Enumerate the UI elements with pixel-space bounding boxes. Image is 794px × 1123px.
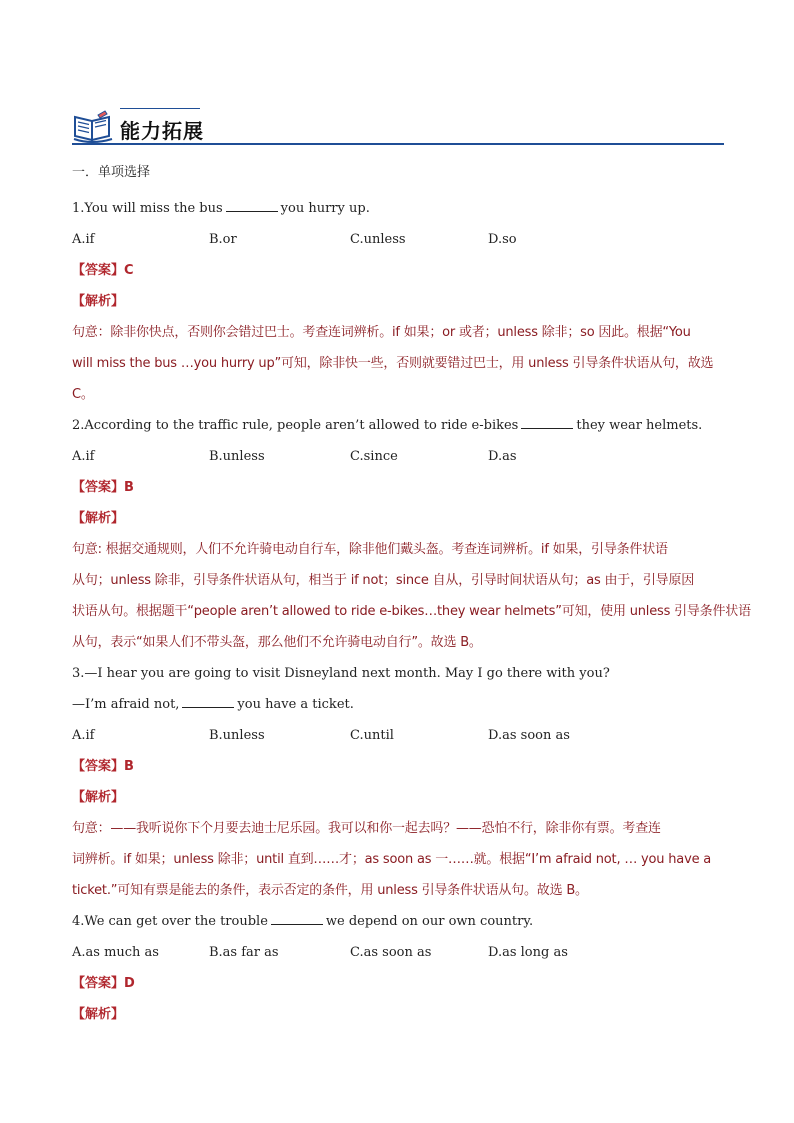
stem-text: they wear helmets. [576,418,703,433]
option-a: A.if [72,232,95,247]
stem-text: 2.According to the traffic rule, people aren’t allowed to ride e-bikes [72,418,519,433]
question-4 [72,906,724,1030]
stem-text: you hurry up. [280,201,370,216]
option-b: B.or [209,232,237,247]
header-title: 能力拓展 [120,119,204,143]
explanation-line: 从句；unless 除非，引导条件状语从句，相当于 if not；since 自从，引导时间状语从句；as 由于，引导原因 [72,573,695,588]
answer-blank [226,199,278,212]
option-c: C.until [350,728,394,743]
options-row [72,720,724,751]
answer-blank [521,416,573,429]
stem-text: 1.You will miss the bus [72,201,223,216]
analysis-label: 【解析】 [72,790,125,805]
option-b: B.unless [209,728,265,743]
option-a: A.as much as [72,945,159,960]
question-stem [72,689,724,720]
stem-text: 4.We can get over the trouble [72,914,268,929]
analysis-label: 【解析】 [72,1007,125,1022]
explanation-line: 句意：——我听说你下个月要去迪士尼乐园。我可以和你一起去吗？——恐怕不行，除非你有票。考查连 [72,821,661,836]
option-d: D.as long as [488,945,568,960]
question-3 [72,658,724,906]
question-stem [72,193,724,224]
option-c: C.since [350,449,398,464]
header-top-rule [120,108,200,109]
option-d: D.as [488,449,517,464]
question-2 [72,410,751,658]
question-stem: 3.—I hear you are going to visit Disneyland next month. May I go there with you? [72,666,610,681]
stem-text: —I’m afraid not, [72,697,180,712]
question-1 [72,193,724,410]
section-header [72,105,724,147]
answer-label: 【答案】C [72,263,134,278]
option-c: C.as soon as [350,945,432,960]
options-row [72,441,724,472]
option-a: A.if [72,449,95,464]
header-rule [72,143,724,145]
explanation-line: ticket.”可知有票是能去的条件，表示否定的条件，用 unless 引导条件状语从句。故选 B。 [72,883,588,898]
options-row [72,224,724,255]
book-icon [72,109,114,143]
option-c: C.unless [350,232,406,247]
stem-text: you have a ticket. [237,697,354,712]
explanation-line: 句意: 根据交通规则，人们不允许骑电动自行车，除非他们戴头盔。考查连词辨析。if 如果，引导条件状语 [72,542,668,557]
explanation-line: will miss the bus …you hurry up”可知，除非快一些，否则就要错过巴士，用 unless 引导条件状语从句，故选 [72,356,714,371]
question-stem [72,906,724,937]
explanation-line: 状语从句。根据题干“people aren’t allowed to ride e-bikes…they wear helmets”可知，使用 unless 引导条件状语 [72,604,751,619]
explanation-line: 句意：除非你快点，否则你会错过巴士。考查连词辨析。if 如果；or 或者；unless 除非；so 因此。根据“You [72,325,691,340]
option-a: A.if [72,728,95,743]
answer-blank [271,912,323,925]
option-b: B.as far as [209,945,279,960]
option-d: D.so [488,232,517,247]
analysis-label: 【解析】 [72,294,125,309]
analysis-label: 【解析】 [72,511,125,526]
answer-label: 【答案】B [72,480,134,495]
explanation-line: C。 [72,387,94,402]
explanation-line: 从句，表示“如果人们不带头盔，那么他们不允许骑电动自行”。故选 B。 [72,635,482,650]
explanation-line: 词辨析。if 如果；unless 除非；until 直到……才；as soon as 一……就。根据“I’m afraid not, … you have a [72,852,712,867]
stem-text: we depend on our own country. [325,914,534,929]
options-row [72,937,724,968]
section-title: 一．单项选择 [72,165,151,180]
answer-label: 【答案】B [72,759,134,774]
content [72,162,751,1030]
option-b: B.unless [209,449,265,464]
answer-blank [182,695,234,708]
question-stem [72,410,724,441]
answer-label: 【答案】D [72,976,135,991]
option-d: D.as soon as [488,728,570,743]
